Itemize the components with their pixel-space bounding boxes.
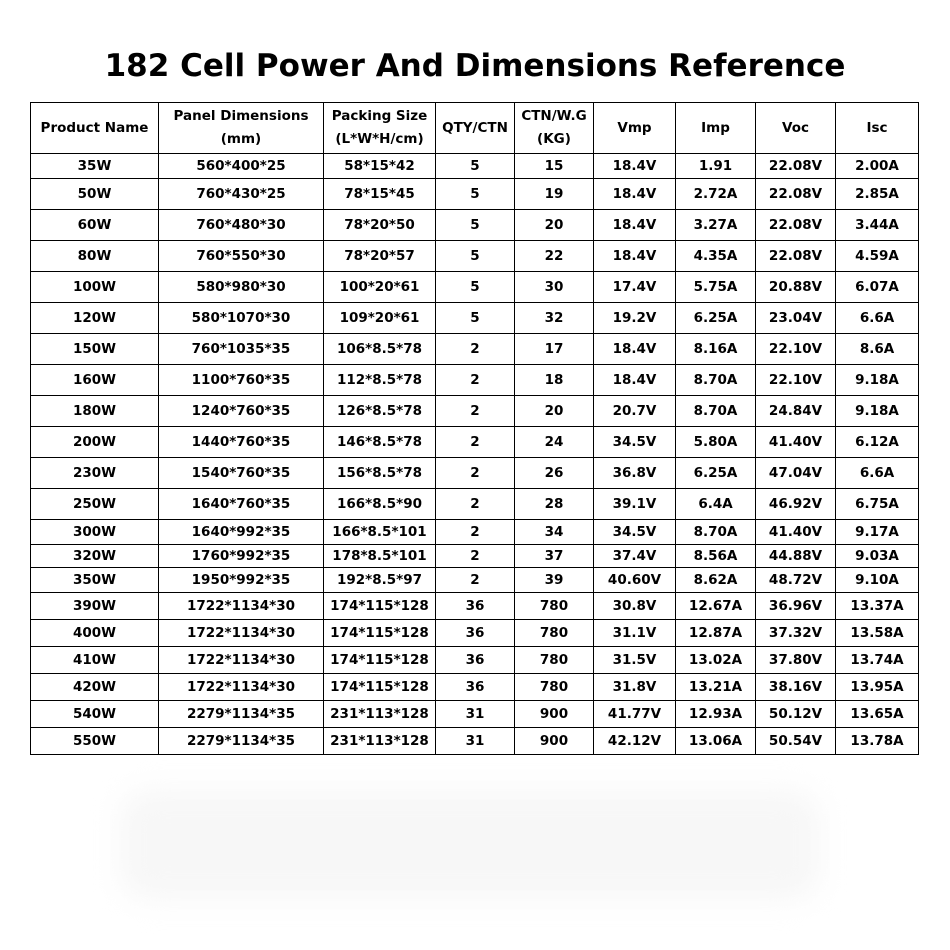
product-name-cell: 320W <box>31 545 159 568</box>
header-imp: Imp <box>676 103 756 154</box>
ctn-weight-cell: 780 <box>515 674 594 701</box>
voc-cell: 48.72V <box>756 568 836 593</box>
voc-cell: 50.54V <box>756 728 836 755</box>
qty-ctn-cell: 36 <box>436 620 515 647</box>
qty-ctn-cell: 5 <box>436 241 515 272</box>
packing-size-cell: 174*115*128 <box>324 593 436 620</box>
isc-cell: 8.6A <box>836 334 919 365</box>
voc-cell: 46.92V <box>756 489 836 520</box>
imp-cell: 12.93A <box>676 701 756 728</box>
vmp-cell: 18.4V <box>594 241 676 272</box>
product-name-cell: 550W <box>31 728 159 755</box>
packing-size-cell: 58*15*42 <box>324 154 436 179</box>
isc-cell: 6.07A <box>836 272 919 303</box>
voc-cell: 36.96V <box>756 593 836 620</box>
isc-cell: 13.95A <box>836 674 919 701</box>
panel-dimensions-cell: 1100*760*35 <box>159 365 324 396</box>
ctn-weight-cell: 34 <box>515 520 594 545</box>
table-header-row <box>31 103 919 154</box>
voc-cell: 22.08V <box>756 179 836 210</box>
table-row <box>31 272 919 303</box>
table-row <box>31 520 919 545</box>
panel-dimensions-cell: 1722*1134*30 <box>159 647 324 674</box>
isc-cell: 2.00A <box>836 154 919 179</box>
table-row <box>31 396 919 427</box>
isc-cell: 9.10A <box>836 568 919 593</box>
ctn-weight-cell: 28 <box>515 489 594 520</box>
product-name-cell: 120W <box>31 303 159 334</box>
isc-cell: 9.18A <box>836 396 919 427</box>
isc-cell: 6.6A <box>836 458 919 489</box>
vmp-cell: 34.5V <box>594 427 676 458</box>
panel-dimensions-cell: 1240*760*35 <box>159 396 324 427</box>
imp-cell: 6.25A <box>676 458 756 489</box>
qty-ctn-cell: 2 <box>436 520 515 545</box>
packing-size-cell: 126*8.5*78 <box>324 396 436 427</box>
header-product-name: Product Name <box>31 103 159 154</box>
vmp-cell: 39.1V <box>594 489 676 520</box>
table-row <box>31 545 919 568</box>
vmp-cell: 18.4V <box>594 334 676 365</box>
product-name-cell: 250W <box>31 489 159 520</box>
panel-dimensions-cell: 1722*1134*30 <box>159 620 324 647</box>
isc-cell: 13.37A <box>836 593 919 620</box>
qty-ctn-cell: 5 <box>436 210 515 241</box>
isc-cell: 3.44A <box>836 210 919 241</box>
imp-cell: 3.27A <box>676 210 756 241</box>
packing-size-cell: 174*115*128 <box>324 674 436 701</box>
panel-dimensions-cell: 1640*992*35 <box>159 520 324 545</box>
ctn-weight-cell: 20 <box>515 210 594 241</box>
isc-cell: 13.78A <box>836 728 919 755</box>
panel-dimensions-cell: 1640*760*35 <box>159 489 324 520</box>
voc-cell: 41.40V <box>756 427 836 458</box>
ctn-weight-cell: 20 <box>515 396 594 427</box>
packing-size-cell: 166*8.5*101 <box>324 520 436 545</box>
qty-ctn-cell: 2 <box>436 545 515 568</box>
voc-cell: 38.16V <box>756 674 836 701</box>
product-name-cell: 300W <box>31 520 159 545</box>
isc-cell: 13.58A <box>836 620 919 647</box>
ctn-weight-cell: 18 <box>515 365 594 396</box>
ctn-weight-cell: 15 <box>515 154 594 179</box>
imp-cell: 8.56A <box>676 545 756 568</box>
vmp-cell: 17.4V <box>594 272 676 303</box>
table-row <box>31 728 919 755</box>
panel-dimensions-cell: 1722*1134*30 <box>159 674 324 701</box>
reference-table <box>30 102 919 755</box>
imp-cell: 1.91 <box>676 154 756 179</box>
qty-ctn-cell: 36 <box>436 647 515 674</box>
isc-cell: 2.85A <box>836 179 919 210</box>
voc-cell: 37.80V <box>756 647 836 674</box>
header-qty-ctn: QTY/CTN <box>436 103 515 154</box>
table-row <box>31 154 919 179</box>
isc-cell: 6.12A <box>836 427 919 458</box>
packing-size-cell: 174*115*128 <box>324 647 436 674</box>
vmp-cell: 40.60V <box>594 568 676 593</box>
ctn-weight-cell: 19 <box>515 179 594 210</box>
qty-ctn-cell: 2 <box>436 396 515 427</box>
header-vmp: Vmp <box>594 103 676 154</box>
packing-size-cell: 106*8.5*78 <box>324 334 436 365</box>
table-row <box>31 489 919 520</box>
vmp-cell: 34.5V <box>594 520 676 545</box>
qty-ctn-cell: 2 <box>436 427 515 458</box>
qty-ctn-cell: 2 <box>436 458 515 489</box>
voc-cell: 37.32V <box>756 620 836 647</box>
product-name-cell: 150W <box>31 334 159 365</box>
product-name-cell: 160W <box>31 365 159 396</box>
qty-ctn-cell: 5 <box>436 179 515 210</box>
ctn-weight-cell: 22 <box>515 241 594 272</box>
panel-dimensions-cell: 760*1035*35 <box>159 334 324 365</box>
imp-cell: 12.67A <box>676 593 756 620</box>
ctn-weight-cell: 39 <box>515 568 594 593</box>
packing-size-cell: 78*20*50 <box>324 210 436 241</box>
packing-size-cell: 156*8.5*78 <box>324 458 436 489</box>
packing-size-cell: 231*113*128 <box>324 701 436 728</box>
panel-dimensions-cell: 560*400*25 <box>159 154 324 179</box>
imp-cell: 4.35A <box>676 241 756 272</box>
panel-dimensions-cell: 760*480*30 <box>159 210 324 241</box>
packing-size-cell: 112*8.5*78 <box>324 365 436 396</box>
header-ctn-weight: CTN/W.G (KG) <box>515 103 594 154</box>
ctn-weight-cell: 780 <box>515 593 594 620</box>
table-row <box>31 303 919 334</box>
qty-ctn-cell: 36 <box>436 674 515 701</box>
voc-cell: 22.08V <box>756 154 836 179</box>
vmp-cell: 30.8V <box>594 593 676 620</box>
packing-size-cell: 178*8.5*101 <box>324 545 436 568</box>
isc-cell: 6.75A <box>836 489 919 520</box>
ctn-weight-cell: 780 <box>515 620 594 647</box>
panel-dimensions-cell: 760*430*25 <box>159 179 324 210</box>
product-name-cell: 180W <box>31 396 159 427</box>
vmp-cell: 31.5V <box>594 647 676 674</box>
ctn-weight-cell: 780 <box>515 647 594 674</box>
ctn-weight-cell: 24 <box>515 427 594 458</box>
table-row <box>31 334 919 365</box>
packing-size-cell: 78*20*57 <box>324 241 436 272</box>
table-row <box>31 458 919 489</box>
product-name-cell: 400W <box>31 620 159 647</box>
packing-size-cell: 166*8.5*90 <box>324 489 436 520</box>
product-name-cell: 390W <box>31 593 159 620</box>
packing-size-cell: 109*20*61 <box>324 303 436 334</box>
panel-dimensions-cell: 1722*1134*30 <box>159 593 324 620</box>
panel-dimensions-cell: 1440*760*35 <box>159 427 324 458</box>
isc-cell: 4.59A <box>836 241 919 272</box>
qty-ctn-cell: 5 <box>436 154 515 179</box>
qty-ctn-cell: 5 <box>436 303 515 334</box>
table-row <box>31 647 919 674</box>
qty-ctn-cell: 31 <box>436 701 515 728</box>
imp-cell: 8.70A <box>676 365 756 396</box>
imp-cell: 8.62A <box>676 568 756 593</box>
ctn-weight-cell: 32 <box>515 303 594 334</box>
table-row <box>31 365 919 396</box>
product-name-cell: 80W <box>31 241 159 272</box>
qty-ctn-cell: 31 <box>436 728 515 755</box>
voc-cell: 47.04V <box>756 458 836 489</box>
blurred-footer-area <box>120 790 820 900</box>
table-row <box>31 593 919 620</box>
imp-cell: 13.21A <box>676 674 756 701</box>
vmp-cell: 31.8V <box>594 674 676 701</box>
imp-cell: 5.75A <box>676 272 756 303</box>
vmp-cell: 20.7V <box>594 396 676 427</box>
table-row <box>31 179 919 210</box>
header-packing-size: Packing Size (L*W*H/cm) <box>324 103 436 154</box>
voc-cell: 24.84V <box>756 396 836 427</box>
qty-ctn-cell: 2 <box>436 568 515 593</box>
vmp-cell: 41.77V <box>594 701 676 728</box>
panel-dimensions-cell: 1760*992*35 <box>159 545 324 568</box>
packing-size-cell: 192*8.5*97 <box>324 568 436 593</box>
product-name-cell: 540W <box>31 701 159 728</box>
voc-cell: 22.08V <box>756 210 836 241</box>
table-row <box>31 210 919 241</box>
voc-cell: 23.04V <box>756 303 836 334</box>
vmp-cell: 37.4V <box>594 545 676 568</box>
packing-size-cell: 78*15*45 <box>324 179 436 210</box>
imp-cell: 8.70A <box>676 396 756 427</box>
vmp-cell: 18.4V <box>594 365 676 396</box>
ctn-weight-cell: 900 <box>515 701 594 728</box>
panel-dimensions-cell: 1540*760*35 <box>159 458 324 489</box>
table-row <box>31 568 919 593</box>
ctn-weight-cell: 30 <box>515 272 594 303</box>
table-row <box>31 427 919 458</box>
isc-cell: 9.18A <box>836 365 919 396</box>
qty-ctn-cell: 2 <box>436 334 515 365</box>
isc-cell: 9.03A <box>836 545 919 568</box>
packing-size-cell: 231*113*128 <box>324 728 436 755</box>
product-name-cell: 60W <box>31 210 159 241</box>
vmp-cell: 19.2V <box>594 303 676 334</box>
qty-ctn-cell: 36 <box>436 593 515 620</box>
panel-dimensions-cell: 580*980*30 <box>159 272 324 303</box>
imp-cell: 5.80A <box>676 427 756 458</box>
product-name-cell: 50W <box>31 179 159 210</box>
imp-cell: 13.06A <box>676 728 756 755</box>
panel-dimensions-cell: 2279*1134*35 <box>159 701 324 728</box>
qty-ctn-cell: 5 <box>436 272 515 303</box>
table-row <box>31 674 919 701</box>
vmp-cell: 42.12V <box>594 728 676 755</box>
imp-cell: 6.25A <box>676 303 756 334</box>
packing-size-cell: 174*115*128 <box>324 620 436 647</box>
panel-dimensions-cell: 1950*992*35 <box>159 568 324 593</box>
imp-cell: 13.02A <box>676 647 756 674</box>
header-voc: Voc <box>756 103 836 154</box>
qty-ctn-cell: 2 <box>436 365 515 396</box>
product-name-cell: 230W <box>31 458 159 489</box>
product-name-cell: 420W <box>31 674 159 701</box>
qty-ctn-cell: 2 <box>436 489 515 520</box>
vmp-cell: 36.8V <box>594 458 676 489</box>
product-name-cell: 35W <box>31 154 159 179</box>
voc-cell: 44.88V <box>756 545 836 568</box>
product-name-cell: 410W <box>31 647 159 674</box>
isc-cell: 13.65A <box>836 701 919 728</box>
header-isc: Isc <box>836 103 919 154</box>
isc-cell: 13.74A <box>836 647 919 674</box>
packing-size-cell: 146*8.5*78 <box>324 427 436 458</box>
imp-cell: 8.16A <box>676 334 756 365</box>
voc-cell: 22.10V <box>756 334 836 365</box>
vmp-cell: 18.4V <box>594 154 676 179</box>
panel-dimensions-cell: 760*550*30 <box>159 241 324 272</box>
panel-dimensions-cell: 580*1070*30 <box>159 303 324 334</box>
voc-cell: 20.88V <box>756 272 836 303</box>
packing-size-cell: 100*20*61 <box>324 272 436 303</box>
panel-dimensions-cell: 2279*1134*35 <box>159 728 324 755</box>
table-row <box>31 620 919 647</box>
vmp-cell: 18.4V <box>594 210 676 241</box>
imp-cell: 12.87A <box>676 620 756 647</box>
vmp-cell: 31.1V <box>594 620 676 647</box>
voc-cell: 41.40V <box>756 520 836 545</box>
table-body <box>31 154 919 755</box>
imp-cell: 8.70A <box>676 520 756 545</box>
voc-cell: 50.12V <box>756 701 836 728</box>
ctn-weight-cell: 37 <box>515 545 594 568</box>
isc-cell: 6.6A <box>836 303 919 334</box>
vmp-cell: 18.4V <box>594 179 676 210</box>
isc-cell: 9.17A <box>836 520 919 545</box>
imp-cell: 2.72A <box>676 179 756 210</box>
product-name-cell: 350W <box>31 568 159 593</box>
table-row <box>31 701 919 728</box>
voc-cell: 22.08V <box>756 241 836 272</box>
ctn-weight-cell: 17 <box>515 334 594 365</box>
table-row <box>31 241 919 272</box>
header-panel-dimensions: Panel Dimensions (mm) <box>159 103 324 154</box>
product-name-cell: 100W <box>31 272 159 303</box>
voc-cell: 22.10V <box>756 365 836 396</box>
imp-cell: 6.4A <box>676 489 756 520</box>
ctn-weight-cell: 26 <box>515 458 594 489</box>
page-title: 182 Cell Power And Dimensions Reference <box>104 48 846 84</box>
product-name-cell: 200W <box>31 427 159 458</box>
ctn-weight-cell: 900 <box>515 728 594 755</box>
